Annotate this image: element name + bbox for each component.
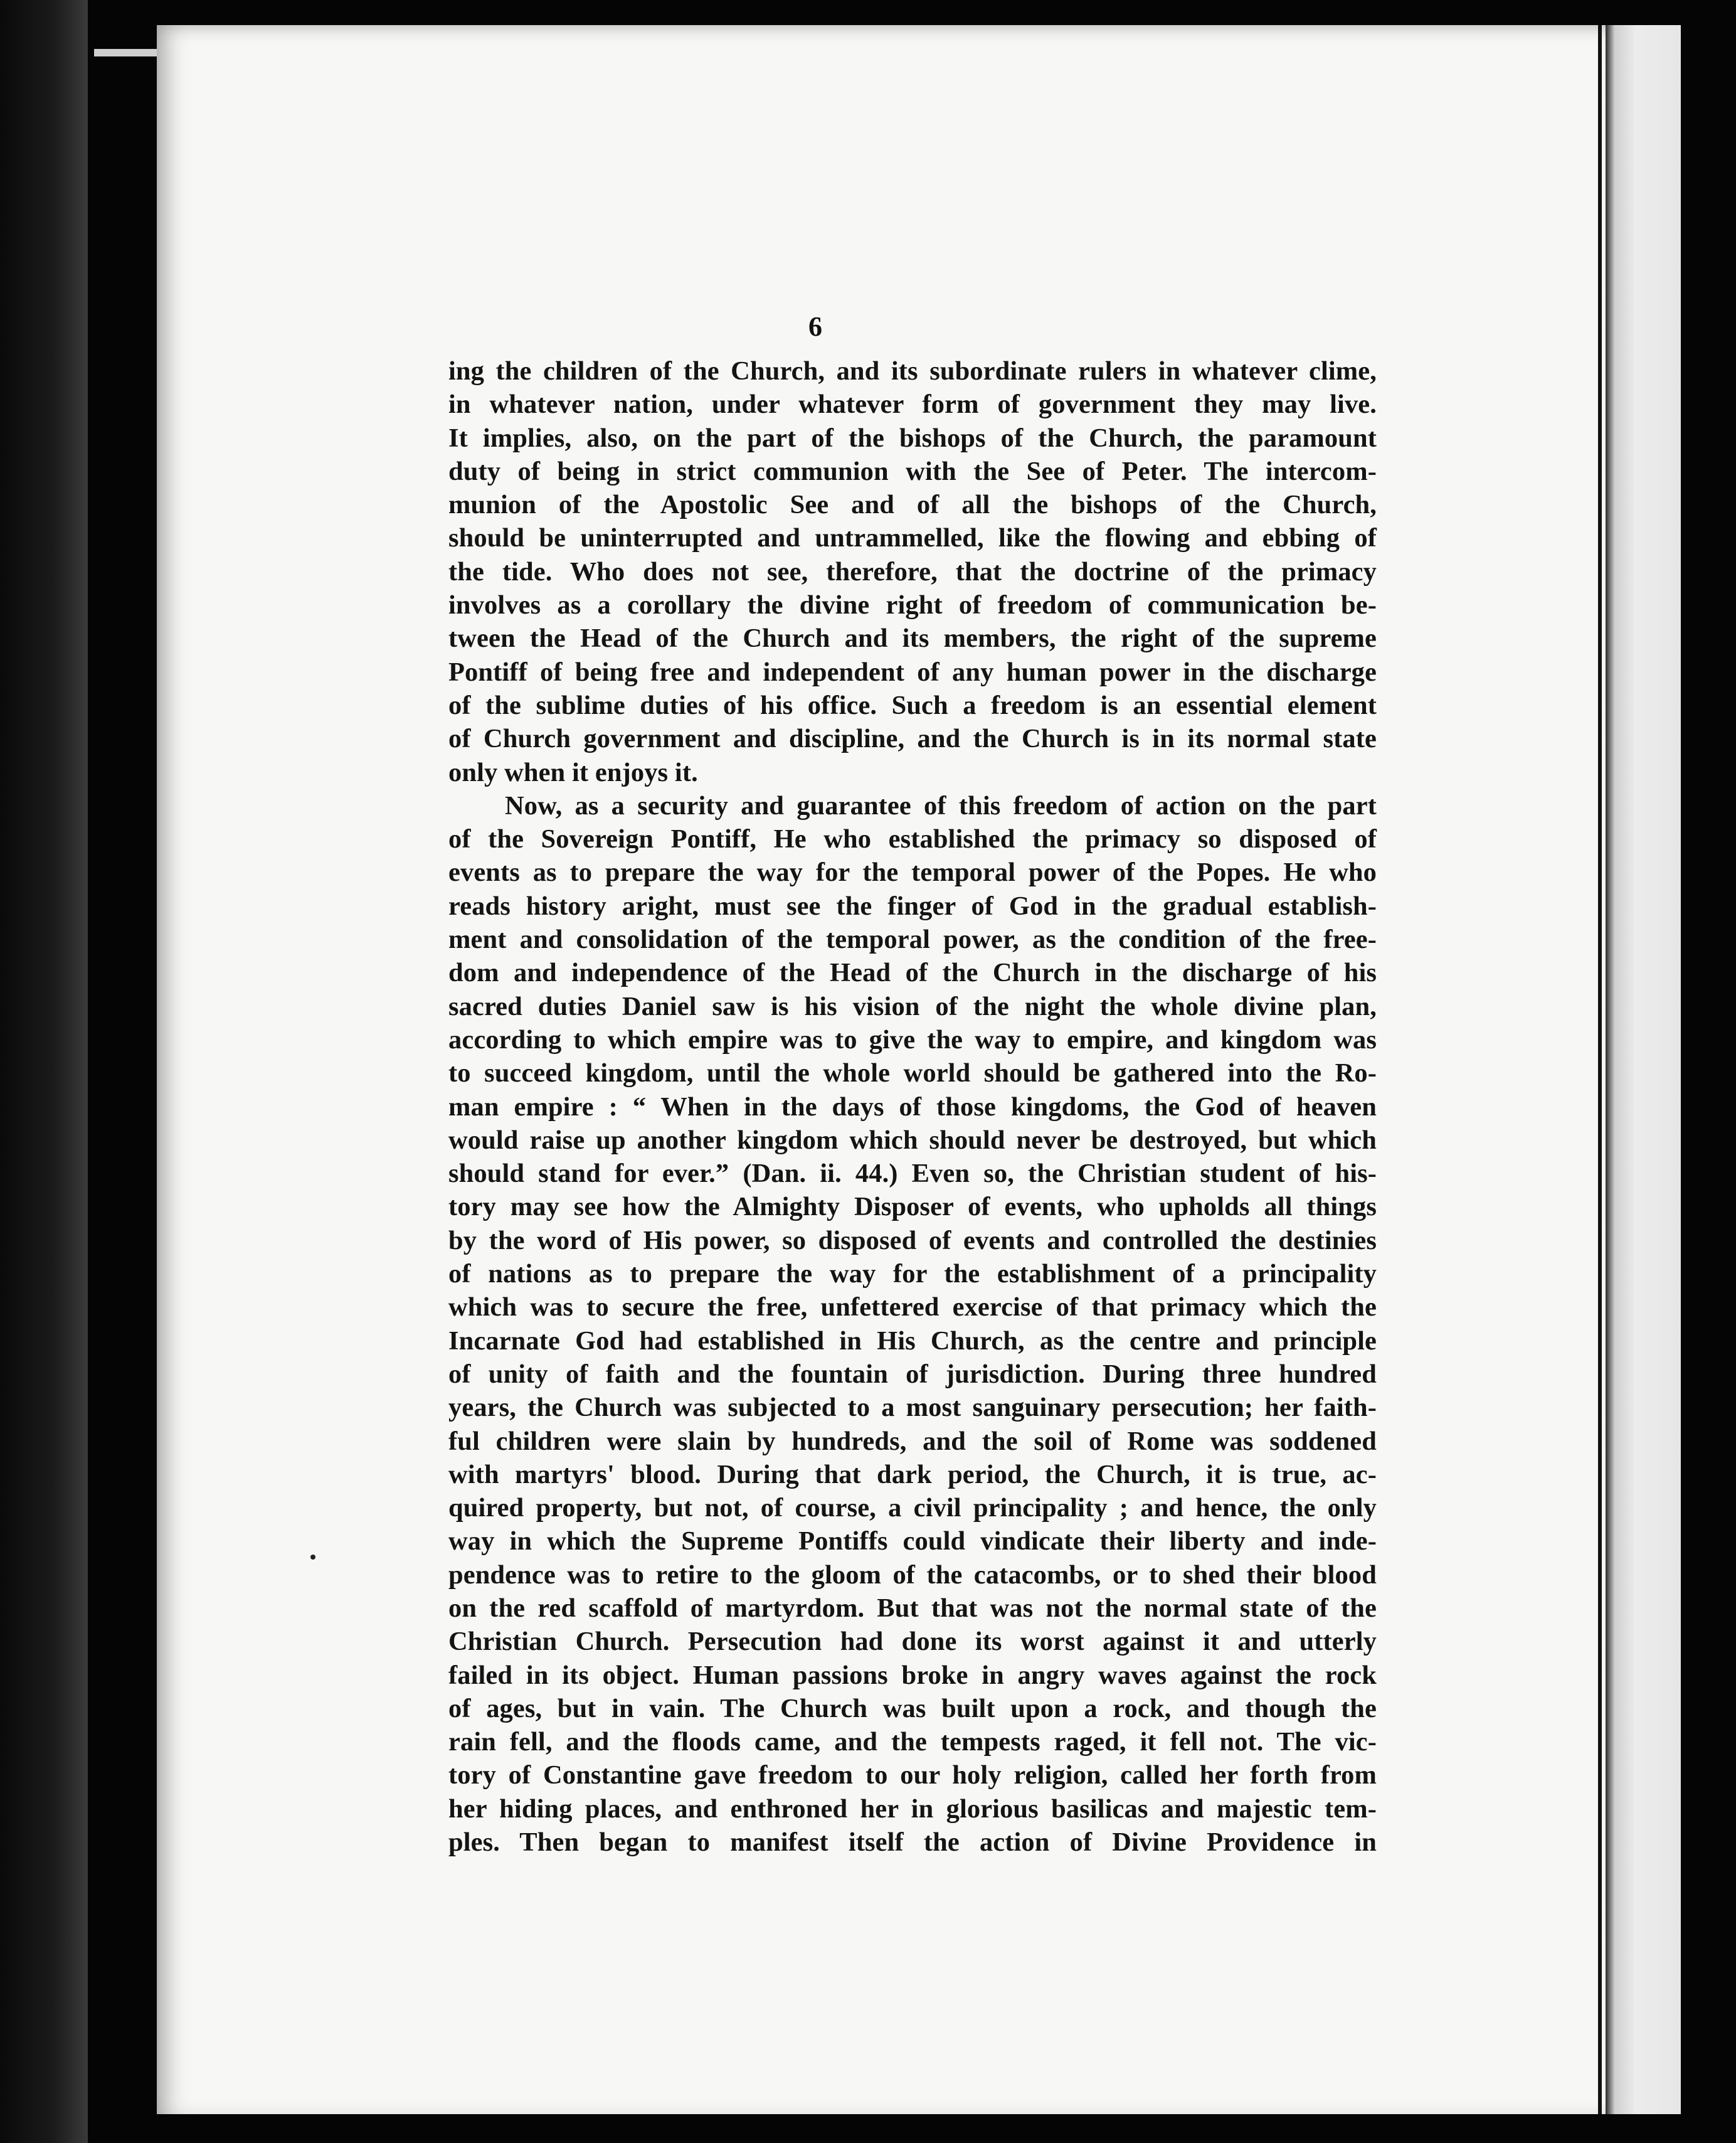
text-line: on the red scaffold of martyrdom. But that was not the normal state of the bbox=[448, 1593, 1377, 1623]
facing-page-edge bbox=[1606, 25, 1681, 2114]
text-line: quired property, but not, of course, a civil principality ; and hence, the only bbox=[448, 1493, 1377, 1523]
text-line: dom and independence of the Head of the Church in the discharge of his bbox=[448, 958, 1377, 988]
text-line: only when it enjoys it. bbox=[448, 757, 698, 787]
text-line: involves as a corollary the divine right of freedom of communication be- bbox=[448, 590, 1377, 620]
text-line: of the Sovereign Pontiff, He who established the primacy so disposed of bbox=[448, 824, 1377, 854]
text-line: years, the Church was subjected to a most sanguinary persecution; her faith- bbox=[448, 1393, 1377, 1423]
text-line: way in which the Supreme Pontiffs could vindicate their liberty and inde- bbox=[448, 1526, 1377, 1556]
text-line: her hiding places, and enthroned her in glorious basilicas and majestic tem- bbox=[448, 1794, 1377, 1824]
text-line: duty of being in strict communion with the See of Peter. The intercom- bbox=[448, 456, 1377, 486]
text-line: sacred duties Daniel saw is his vision of the night the whole divine plan, bbox=[448, 991, 1377, 1021]
text-line: of Church government and discipline, and the Church is in its normal state bbox=[448, 724, 1377, 754]
text-line: which was to secure the free, unfettered exercise of that primacy which the bbox=[448, 1292, 1377, 1322]
text-line: according to which empire was to give the way to empire, and kingdom was bbox=[448, 1024, 1377, 1055]
text-line: ing the children of the Church, and its subordinate rulers in whatever clime, bbox=[448, 356, 1377, 386]
text-line: man empire : “ When in the days of those kingdoms, the God of heaven bbox=[448, 1092, 1377, 1122]
text-line: of nations as to prepare the way for the establishment of a principality bbox=[448, 1259, 1377, 1289]
page-number: 6 bbox=[808, 311, 822, 342]
text-line: by the word of His power, so disposed of events and controlled the destinies bbox=[448, 1225, 1377, 1255]
text-line: tory of Constantine gave freedom to our holy religion, called her forth from bbox=[448, 1760, 1377, 1790]
text-line: in whatever nation, under whatever form of government they may live. bbox=[448, 390, 1377, 420]
text-line: of ages, but in vain. The Church was built upon a rock, and though the bbox=[448, 1693, 1377, 1723]
text-line: events as to prepare the way for the temporal power of the Popes. He who bbox=[448, 858, 1377, 888]
text-line: Christian Church. Persecution had done its worst against it and utterly bbox=[448, 1627, 1377, 1657]
text-line: Pontiff of being free and independent of any human power in the discharge bbox=[448, 657, 1377, 687]
text-line: ful children were slain by hundreds, and the soil of Rome was soddened bbox=[448, 1426, 1377, 1456]
text-line: should stand for ever.” (Dan. ii. 44.) Even so, the Christian student of his- bbox=[448, 1159, 1377, 1189]
text-line: reads history aright, must see the finger of God in the gradual establish- bbox=[448, 891, 1377, 921]
text-line: Incarnate God had established in His Church, as the centre and principle bbox=[448, 1326, 1377, 1356]
text-line: failed in its object. Human passions broke in angry waves against the rock bbox=[448, 1660, 1377, 1690]
text-line: of unity of faith and the fountain of jurisdiction. During three hundred bbox=[448, 1359, 1377, 1389]
text-line: ment and consolidation of the temporal power, as the condition of the free- bbox=[448, 925, 1377, 955]
text-line: munion of the Apostolic See and of all the bishops of the Church, bbox=[448, 490, 1377, 520]
text-line: to succeed kingdom, until the whole world should be gathered into the Ro- bbox=[448, 1058, 1377, 1088]
text-line: the tide. Who does not see, therefore, that the doctrine of the primacy bbox=[448, 556, 1377, 587]
text-line: with martyrs' blood. During that dark period, the Church, it is true, ac- bbox=[448, 1459, 1377, 1489]
text-line: tory may see how the Almighty Disposer of events, who upholds all things bbox=[448, 1192, 1377, 1222]
text-line: of the sublime duties of his office. Such a freedom is an essential element bbox=[448, 690, 1377, 720]
paragraph-first-line: Now, as a security and guarantee of this freedom of action on the part bbox=[505, 790, 1377, 821]
page-edge-shadow bbox=[1598, 25, 1602, 2114]
text-line: ples. Then began to manifest itself the action of Divine Providence in bbox=[448, 1827, 1377, 1858]
text-line: It implies, also, on the part of the bishops of the Church, the paramount bbox=[448, 423, 1377, 453]
text-line: pendence was to retire to the gloom of the catacombs, or to shed their blood bbox=[448, 1560, 1377, 1590]
text-line: should be uninterrupted and untrammelled, like the flowing and ebbing of bbox=[448, 523, 1377, 553]
text-line: tween the Head of the Church and its members, the right of the supreme bbox=[448, 624, 1377, 654]
body-text bbox=[448, 354, 1377, 1859]
binding-edge bbox=[0, 0, 88, 2143]
text-line: would raise up another kingdom which should never be destroyed, but which bbox=[448, 1125, 1377, 1155]
scan-speck bbox=[310, 1555, 315, 1560]
text-line: rain fell, and the floods came, and the tempests raged, it fell not. The vic- bbox=[448, 1727, 1377, 1757]
